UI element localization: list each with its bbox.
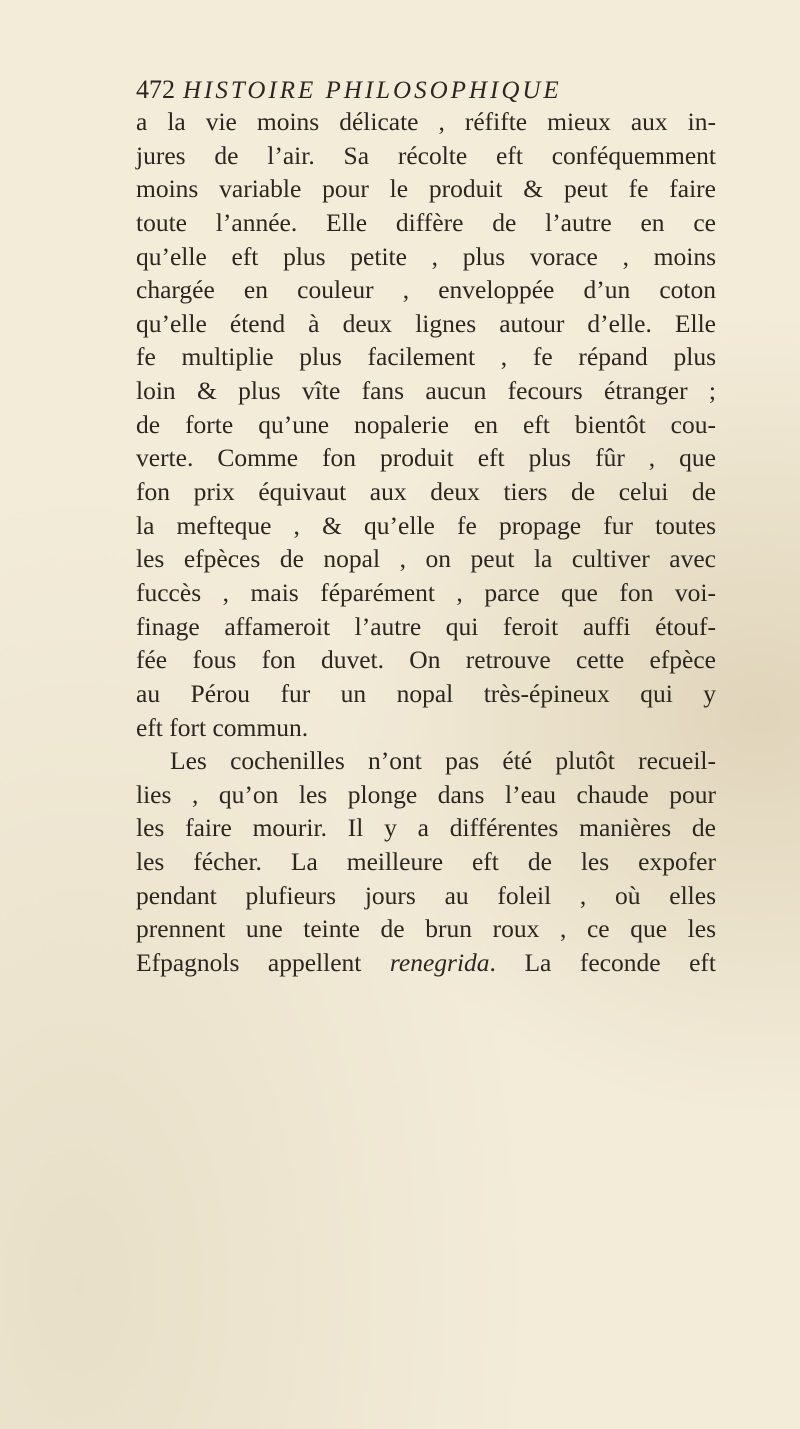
text-line: toute l’année. Elle diffère de l’autre en ce — [136, 207, 716, 237]
running-title: HISTOIRE PHILOSOPHIQUE — [183, 77, 562, 104]
paragraph-end-line: eft fort commun. — [136, 712, 309, 742]
text-line: les faire mourir. Il y a différentes manières de — [136, 813, 716, 843]
text-line: de forte qu’une nopalerie en eft bientôt cou- — [136, 409, 716, 439]
text-line: prennent une teinte de brun roux , ce que les — [136, 914, 716, 944]
text-line: loin & plus vîte fans aucun fecours étranger ; — [136, 376, 716, 406]
text-line: lies , qu’on les plonge dans l’eau chaude pour — [136, 779, 716, 809]
text-line: qu’elle étend à deux lignes autour d’elle. Elle — [136, 308, 716, 338]
italic-term: renegrida — [389, 948, 490, 978]
text-line: a la vie moins délicate , réfifte mieux aux in- — [136, 107, 716, 136]
text-line: qu’elle eft plus petite , plus vorace , moins — [136, 241, 716, 271]
text-line: fe multiplie plus facilement , fe répand plus — [136, 342, 716, 372]
text-line: fée fous fon duvet. On retrouve cette efpèce — [136, 645, 716, 675]
text-line: les efpèces de nopal , on peut la cultiver avec — [136, 544, 716, 574]
body-text — [136, 105, 716, 980]
final-line-end: . La feconde eft — [489, 948, 716, 978]
text-line: fuccès , mais féparément , parce que fon voi- — [136, 577, 716, 607]
text-line: finage affameroit l’autre qui feroit auffi étouf- — [136, 611, 716, 641]
paragraph-start-line: Les cochenilles n’ont pas été plutôt recueil- — [170, 746, 716, 776]
page-number: 472 — [136, 75, 175, 104]
text-line: chargée en couleur , enveloppée d’un coton — [136, 275, 716, 305]
text-line: jures de l’air. Sa récolte eft conféquemment — [136, 140, 716, 170]
text-line: pendant plufieurs jours au foleil , où elles — [136, 880, 716, 910]
text-line: les fécher. La meilleure eft de les expofer — [136, 847, 716, 877]
final-line-start: Efpagnols appellent — [136, 948, 390, 978]
text-line: la mefteque , & qu’elle fe propage fur toutes — [136, 510, 716, 540]
text-line: fon prix équivaut aux deux tiers de celui de — [136, 477, 716, 507]
final-text-line — [136, 946, 716, 980]
text-line: moins variable pour le produit & peut fe faire — [136, 174, 716, 204]
text-line: au Pérou fur un nopal très-épineux qui y — [136, 678, 716, 708]
text-line: verte. Comme fon produit eft plus fûr , que — [136, 443, 716, 473]
